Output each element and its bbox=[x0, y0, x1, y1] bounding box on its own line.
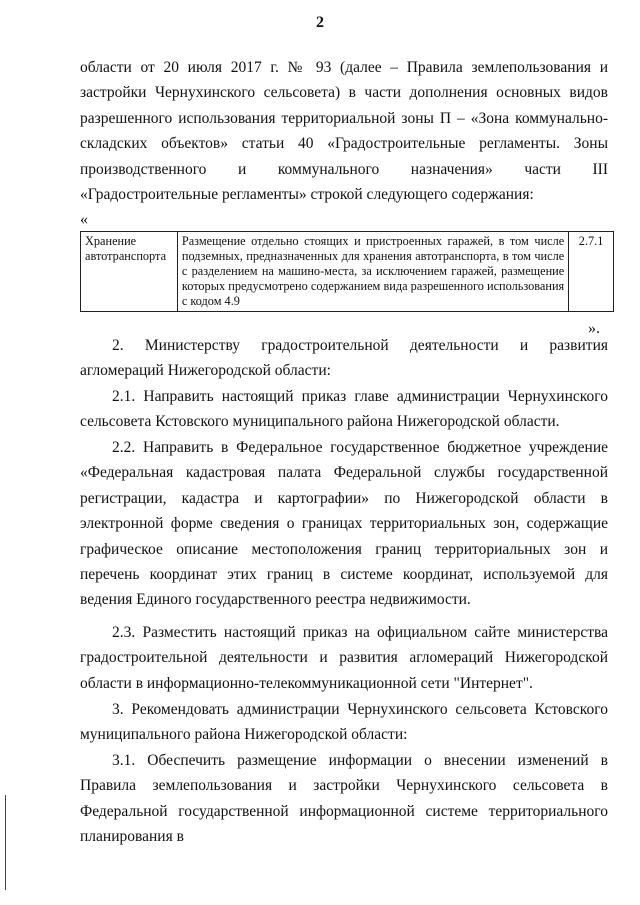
scan-margin-line bbox=[5, 795, 6, 890]
paragraph-3: 3. Рекомендовать администрации Чернухинского сельсовета Кстовского муниципального района Нижегородской области: bbox=[80, 701, 608, 744]
page-number: 2 bbox=[316, 14, 324, 31]
intro-paragraph: области от 20 июля 2017 г. № 93 (далее – Правила землепользования и застройки Чернухинского сельсовета) в части дополнения основных видов разрешенного использования территориальной зоны П – «Зона коммунально-складских объектов» статьи 40 «Градостроительные регламенты. Зоны производственного и коммунального назначения» части III «Градостроительные регламенты» строкой следующего содержания: bbox=[80, 59, 608, 204]
paragraph-2-3: 2.3. Разместить настоящий приказ на официальном сайте министерства градостроительной деятельности и развития агломераций Нижегородской области в информационно-телекоммуникационной сети "Интернет". bbox=[80, 624, 608, 692]
table-row bbox=[81, 232, 614, 312]
use-description-cell: Размещение отдельно стоящих и пристроенных гаражей, в том числе подземных, предназначенных для хранения автотранспорта, в том числе с разделением на машино-места, за исключением гаражей, размещение которых предусмотрено содержанием вида разрешенного использования с кодом 4.9 bbox=[177, 232, 568, 312]
use-code-cell: 2.7.1 bbox=[569, 232, 614, 312]
paragraph-3-1: 3.1. Обеспечить размещение информации о внесении изменений в Правила землепользования и застройки Чернухинского сельсовета в Федеральной государственной информационной системе территориального планирования в bbox=[80, 752, 608, 846]
paragraph-2-1: 2.1. Направить настоящий приказ главе администрации Чернухинского сельсовета Кстовского муниципального района Нижегородской области. bbox=[80, 388, 608, 431]
paragraph-2-2: 2.2. Направить в Федеральное государственное бюджетное учреждение «Федеральная кадастровая палата Федеральной службы государственной регистрации, кадастра и картографии» по Нижегородской области в электронной форме сведения о границах территориальных зон, содержащие графическое описание местоположения границ территориальных зон и перечень координат этих границ в системе координат, используемой для ведения Единого государственного реестра недвижимости. bbox=[80, 439, 608, 609]
opening-quote: « bbox=[80, 211, 88, 228]
zone-use-table bbox=[80, 231, 614, 312]
closing-quote: ». bbox=[588, 320, 600, 337]
paragraph-2: 2. Министерству градостроительной деятельности и развития агломераций Нижегородской области: bbox=[80, 337, 608, 380]
use-name-cell: Хранение автотранспорта bbox=[81, 232, 178, 312]
